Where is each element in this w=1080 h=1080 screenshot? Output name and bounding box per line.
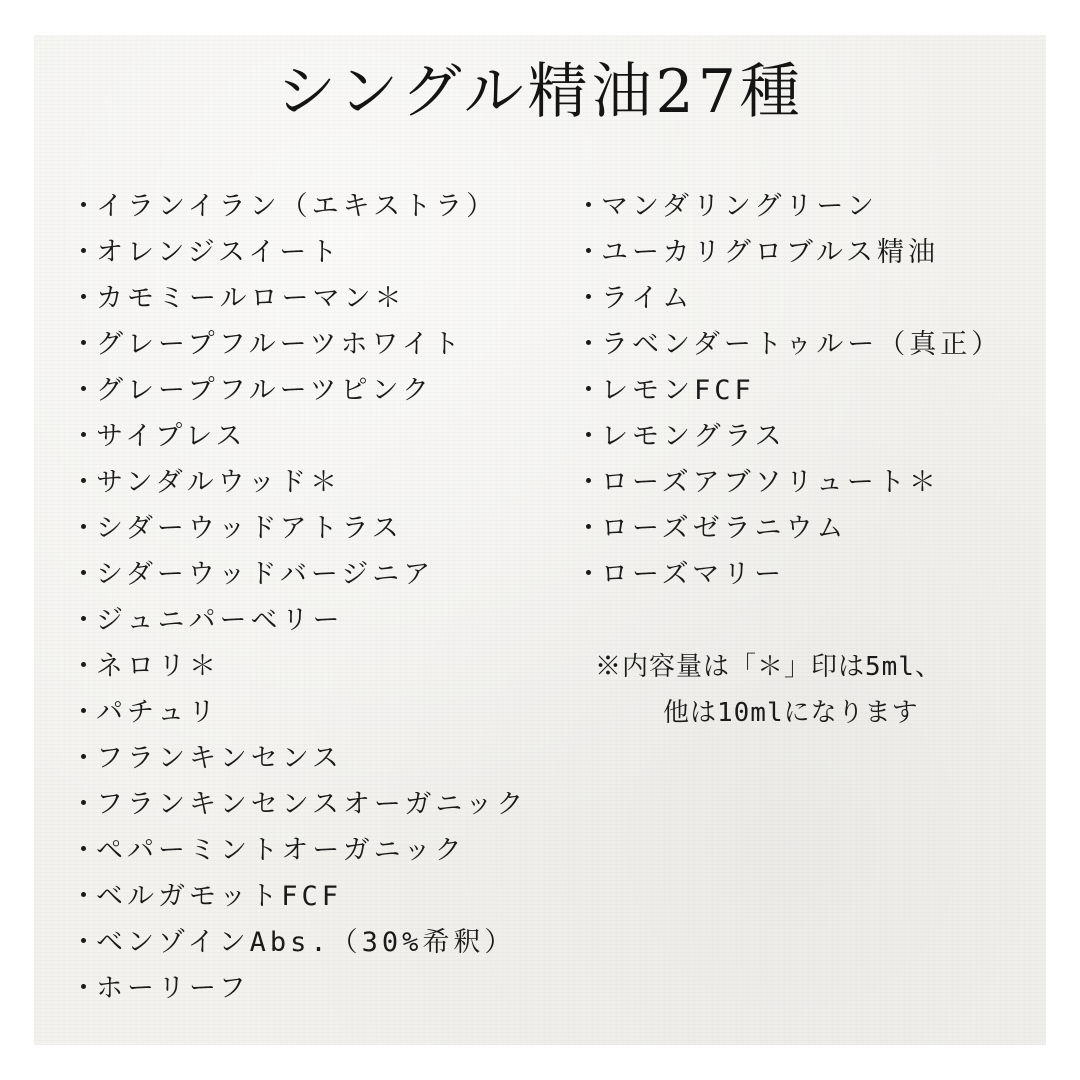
list-item	[575, 552, 1002, 598]
list-item	[70, 736, 527, 782]
list-item	[70, 552, 527, 598]
bullet: ・	[70, 329, 97, 360]
oil-name: ラベンダートゥルー（真正）	[601, 329, 1003, 360]
bullet: ・	[70, 467, 97, 498]
oil-name: サイプレス	[96, 421, 247, 452]
volume-note-line2: 他は10mlになります	[663, 698, 919, 728]
list-item	[70, 414, 527, 460]
oil-name: サンダルウッド＊	[96, 467, 342, 498]
list-item	[575, 460, 1002, 506]
bullet: ・	[575, 329, 602, 360]
list-item	[70, 230, 527, 276]
list-item	[575, 322, 1002, 368]
list-item	[70, 368, 527, 414]
oil-name: ベンゾインAbs.（30%希釈）	[96, 927, 516, 958]
list-item	[70, 598, 527, 644]
list-item	[70, 966, 527, 1012]
bullet: ・	[70, 789, 97, 820]
oil-name: レモングラス	[601, 421, 786, 452]
oil-name: カモミールローマン＊	[96, 283, 406, 314]
bullet: ・	[575, 421, 602, 452]
list-item	[70, 782, 527, 828]
list-item	[70, 644, 527, 690]
oil-name: パチュリ	[96, 697, 220, 728]
list-item	[70, 460, 527, 506]
volume-note-line1: ※内容量は「＊」印は5ml、	[595, 652, 942, 682]
oil-name: ユーカリグロブルス精油	[601, 237, 940, 268]
list-item	[575, 414, 1002, 460]
bullet: ・	[70, 697, 97, 728]
bullet: ・	[70, 881, 97, 912]
bullet: ・	[575, 237, 602, 268]
bullet: ・	[70, 237, 97, 268]
bullet: ・	[70, 605, 97, 636]
list-item	[70, 276, 527, 322]
oil-name: グレープフルーツピンク	[96, 375, 433, 406]
oil-name: ネロリ＊	[96, 651, 220, 682]
oil-name: ライム	[601, 283, 694, 314]
bullet: ・	[575, 513, 602, 544]
oil-name: グレープフルーツホワイト	[96, 329, 464, 360]
bullet: ・	[575, 375, 602, 406]
oil-name: イランイラン（エキストラ）	[96, 191, 498, 222]
list-item	[70, 920, 527, 966]
bullet: ・	[70, 559, 97, 590]
bullet: ・	[575, 191, 602, 222]
bullet: ・	[575, 467, 602, 498]
oil-name: ローズアブソリュート＊	[601, 467, 940, 498]
list-item	[70, 184, 527, 230]
oil-name: シダーウッドアトラス	[96, 513, 403, 544]
bullet: ・	[70, 835, 97, 866]
list-item	[575, 506, 1002, 552]
bullet: ・	[70, 927, 97, 958]
list-item	[575, 276, 1002, 322]
list-item	[575, 184, 1002, 230]
bullet: ・	[575, 559, 602, 590]
oil-list-right	[575, 184, 1002, 598]
bullet: ・	[70, 651, 97, 682]
bullet: ・	[575, 283, 602, 314]
oil-name: ジュニパーベリー	[96, 605, 344, 636]
oil-list-left	[70, 184, 527, 1012]
oil-name: レモンFCF	[601, 375, 755, 406]
volume-note	[575, 644, 995, 736]
list-item	[575, 368, 1002, 414]
oil-name: ペパーミントオーガニック	[96, 835, 466, 866]
oil-name: ローズゼラニウム	[601, 513, 848, 544]
bullet: ・	[70, 375, 97, 406]
bullet: ・	[70, 191, 97, 222]
list-item	[70, 828, 527, 874]
bullet: ・	[70, 513, 97, 544]
oil-name: マンダリングリーン	[601, 191, 878, 222]
oil-name: フランキンセンスオーガニック	[96, 789, 528, 820]
list-item	[70, 874, 527, 920]
list-item	[575, 230, 1002, 276]
bullet: ・	[70, 743, 97, 774]
list-item	[70, 690, 527, 736]
oil-name: フランキンセンス	[96, 743, 343, 774]
oil-name: シダーウッドバージニア	[96, 559, 435, 590]
list-item	[70, 322, 527, 368]
bullet: ・	[70, 283, 97, 314]
page-title: シングル精油27種	[276, 57, 804, 127]
oil-name: ホーリーフ	[96, 973, 250, 1004]
oil-name: ローズマリー	[601, 559, 786, 590]
oil-name: オレンジスイート	[96, 237, 342, 268]
bullet: ・	[70, 973, 97, 1004]
bullet: ・	[70, 421, 97, 452]
list-item	[70, 506, 527, 552]
oil-name: ベルガモットFCF	[96, 881, 342, 912]
